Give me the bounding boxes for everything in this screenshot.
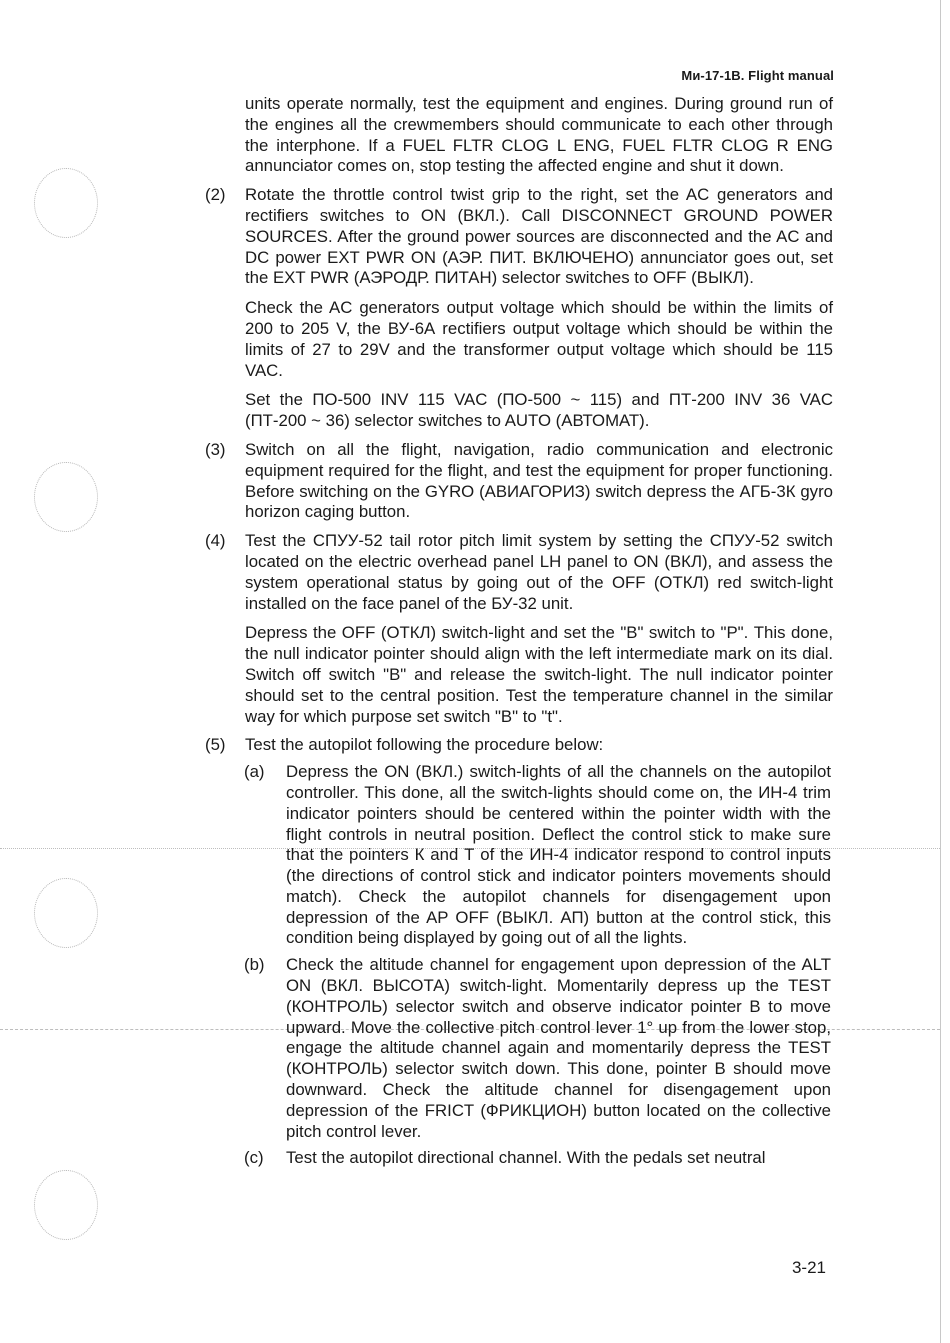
page-number: 3-21: [791, 1258, 826, 1277]
running-header: Ми-17-1В. Flight manual: [681, 68, 834, 83]
step-4: [0, 531, 950, 614]
substep-text: Test the autopilot directional channel. With the pedals set neutral: [286, 1148, 766, 1168]
substep-label: (a): [244, 762, 265, 782]
substep-label: (b): [244, 955, 265, 975]
substep-text: Depress the ON (ВКЛ.) switch-lights of all the channels on the autopilot controller. This done, all the switch-lights should come on, the ИН-4 trim indicator pointers should be centered within the pointer width with the flight controls in neutral position. Deflect the control stick to make sure that the pointers К and Т of the ИН-4 indicator respond to control inputs (the directions of control stick and indicator pointers movements should match). Check the autopilot channels for disengagement upon depression of the AP OFF (ВЫКЛ. АП) button at the control stick, this condition being displayed by going out of all the lights.: [286, 762, 831, 948]
step-2: [0, 185, 950, 289]
step-5: [0, 735, 950, 756]
step-text: Test the СПУУ-52 tail rotor pitch limit system by setting the СПУУ-52 switch located on the electric overhead panel LH panel to ON (ВКЛ), and assess the system operational status by going out of the OFF (ОТКЛ) red switch-light installed on the face panel of the БУ-32 unit.: [245, 531, 833, 613]
step-text: Test the autopilot following the procedure below:: [245, 735, 604, 755]
punch-hole-mark: [34, 1170, 98, 1240]
substep-c: [0, 1148, 950, 1169]
step-label: (5): [205, 735, 226, 755]
substep-a: [0, 762, 950, 949]
step-3: [0, 440, 950, 523]
step-label: (2): [205, 185, 226, 205]
substep-text: Check the altitude channel for engagement upon depression of the ALT ON (ВКЛ. ВЫСОТА) switch-light. Momentarily depress up the TEST (КОНТРОЛЬ) selector switch and observe indicator pointer В to move upward. Move the collective pitch control lever 1° up from the lower stop, engage the altitude channel again and momentarily depress the TEST (КОНТРОЛЬ) selector switch down. This done, pointer В should move downward. Check the altitude channel for disengagement upon depression of the FRICT (ФРИКЦИОН) button located on the collective pitch control lever.: [286, 955, 831, 1141]
step-2-paragraph: Set the ПО-500 INV 115 VAC (ПО-500 ~ 115) and ПТ-200 INV 36 VAC (ПТ-200 ~ 36) selector switches to AUTO (АВТОМАТ).: [245, 390, 833, 431]
step-label: (4): [205, 531, 226, 551]
page-body: [0, 94, 950, 1169]
step-label: (3): [205, 439, 226, 459]
step-text: Switch on all the flight, navigation, radio communication and electronic equipment required for the flight, and test the equipment for proper functioning. Before switching on the GYRO (АВИАГОРИЗ) switch depress the АГБ-3К gyro horizon caging button.: [245, 439, 833, 522]
step-2-paragraph: Check the AC generators output voltage which should be within the limits of 200 to 205 V, the ВУ-6А rectifiers output voltage which should be within the limits of 27 to 29V and the transformer output voltage which should be 115 VAC.: [245, 298, 833, 380]
continued-paragraph: units operate normally, test the equipment and engines. During ground run of the engines all the crewmembers should communicate to each other through the interphone. If a FUEL FLTR CLOG L ENG, FUEL FLTR CLOG R ENG annunciator comes on, stop testing the affected engine and shut it down.: [245, 94, 833, 176]
step-text: Rotate the throttle control twist grip to the right, set the AC generators and rectifiers switches to ON (ВКЛ.). Call DISCONNECT GROUND POWER SOURCES. After the ground power sources are disconnected and the AC and DC power EXT PWR ON (АЭР. ПИТ. ВКЛЮЧЕНО) annunciator goes out, set the EXT PWR (АЭРОДР. ПИТАН) selector switches to OFF (ВЫКЛ).: [245, 185, 833, 288]
substep-label: (c): [244, 1148, 264, 1168]
substep-b: [0, 955, 950, 1142]
step-4-paragraph: Depress the OFF (ОТКЛ) switch-light and set the "В" switch to "Р". This done, the null indicator pointer should align with the left intermediate mark on its dial. Switch off switch "В" and release the switch-light. The null indicator pointer should set to the central position. Test the temperature channel in the similar way for which purpose set switch "В" to "t".: [245, 623, 833, 726]
